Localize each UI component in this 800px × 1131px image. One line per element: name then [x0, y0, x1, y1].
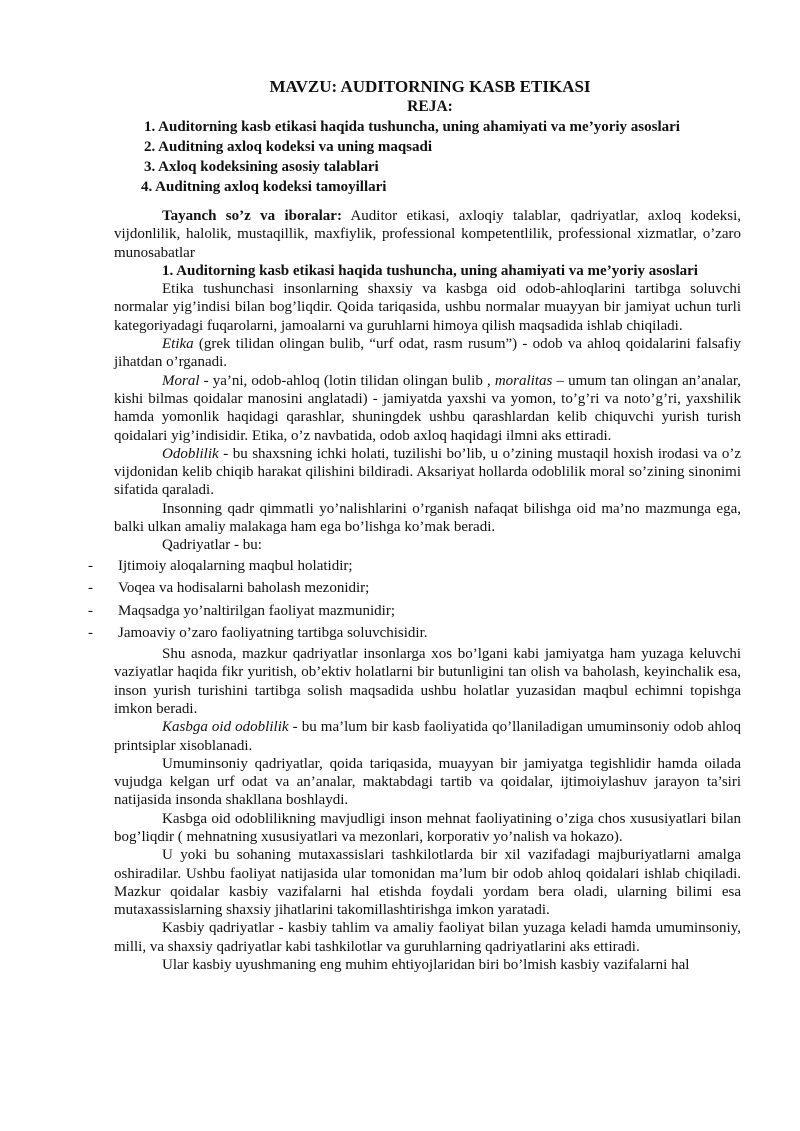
- plan-item-1: 1. Auditorning kasb etikasi haqida tushuncha, uning ahamiyati va me’yoriy asoslari: [144, 119, 680, 135]
- term-moral: Moral: [162, 372, 200, 389]
- keywords-label: Tayanch so’z va iboralar:: [162, 208, 342, 224]
- list-item: - Maqsadga yo’naltirilgan faoliyat mazmunidir;: [0, 600, 741, 623]
- term-odoblilik: Odoblilik: [162, 445, 219, 462]
- list-item: - Ijtimoiy aloqalarning maqbul holatidir;: [0, 555, 741, 578]
- paragraph-kasbga-oid: Kasbga oid odoblilikning mavjudligi inson mehnat faoliyatining o’ziga chos xususiyatlari bilan bog’liqdir ( mehnatning xususiyatlari va mezonlari, korporativ yo’nalish va hokazo).: [114, 810, 741, 845]
- paragraph-moral: Moral - ya’ni, odob-ahloq (lotin tilidan olingan bulib , moralitas – umum tan olingan an’analar, kishi bilmas qoidalar manosini anglatadi) - jamiyatda yaxshi va yomon, to’g’ri va noto’g’ri, yaxshilik hamda yomonlik haqidagi qarashlar, shuningdek ushbu qarashlardan kelib chiquvchi yurish turish qoidalari yig’indisidir. Etika, o’z navbatida, odob axloq haqidagi ilmni aks ettiradi.: [114, 372, 742, 444]
- plan-item-2: 2. Auditning axloq kodeksi va uning maqsadi: [144, 139, 433, 155]
- plan-item-3: 3. Axloq kodeksining asosiy talablari: [144, 159, 379, 175]
- paragraph-kasbiy-qadriyatlar: Kasbiy qadriyatlar - kasbiy tahlim va amaliy faoliyat bilan yuzaga keladi hamda umuminsoniy, milli, va shaxsiy qadriyatlar kabi tashkilotlar va guruhlarning qadriyatlarini aks ettiradi.: [114, 920, 741, 955]
- paragraph-qadr: Insonning qadr qimmatli yo’nalishlarini o’rganish nafaqat bilishga oid ma’no mazmunga ega, balki ulkan amaliy malakaga ham ega bo’lishga ko’mak beradi.: [114, 500, 741, 536]
- term-etika: Etika: [162, 336, 194, 353]
- document-body: [88, 207, 742, 974]
- bullet-dash: -: [88, 557, 93, 574]
- paragraph-shu-asnoda: Shu asnoda, mazkur qadriyatlar insonlarga xos bo’lgani kabi jamiyatga ham yuzaga keluvchi vaziyatlar haqida fikr yuritish, ob’ektiv holatlarni bir butunligini tan olish va baholash, keyinchalik esa, inson yurish turishini tartibga solish maqsadida ushbu holatlar yuzasidan maqbul echimni topishga imkon beradi.: [114, 646, 741, 717]
- plan-label: REJA:: [407, 98, 453, 115]
- paragraph-ular: Ular kasbiy uyushmaning eng muhim ehtiyojlaridan biri bo’lmish kasbiy vazifalarni hal: [162, 957, 690, 974]
- paragraph-kasbga-odoblilik: Kasbga oid odoblilik - bu ma’lum bir kasb faoliyatida qo’llaniladigan umuminsoniy odob ahloq printsiplar xisoblanadi.: [114, 719, 741, 754]
- bullet-dash: -: [88, 602, 93, 619]
- keywords-paragraph: [114, 207, 741, 262]
- plan-item-4: 4. Auditning axloq kodeksi tamoyillari: [141, 179, 387, 195]
- list-item: - Voqea va hodisalarni baholash mezonidir;: [0, 577, 741, 600]
- paragraph-odoblilik: Odoblilik - bu shaxsning ichki holati, tuzilishi bo’lib, u o’zining mustaqil hoxish irodasi va o’z vijdonidan kelib chiqib harakat qilishini bildiradi. Aksariyat hollarda odoblilik moral so’zining sinonimi sifatida qaraladi.: [114, 445, 741, 499]
- paragraph-umuminsoniy: Umuminsoniy qadriyatlar, qoida tariqasida, muayyan bir jamiyatga tegishlidir hamda oilada vujudga kelgan urf odat va an’analar, maktabdagi tartib va qoidalar, ijtimoiylashuv jarayon ta’siri natijasida insonda shakllana boshlaydi.: [114, 755, 741, 809]
- section-heading: 1. Auditorning kasb etikasi haqida tushuncha, uning ahamiyati va me’yoriy asoslari: [162, 262, 698, 279]
- qadriyatlar-list: [88, 555, 741, 645]
- list-item: - Jamoaviy o’zaro faoliyatning tartibga soluvchisidir.: [0, 622, 741, 645]
- paragraph-etika: Etika (grek tilidan olingan bulib, “urf odat, rasm rusum”) - odob va ahloq qoidalarini falsafiy jihatdan o’rganadi.: [114, 336, 741, 371]
- keywords-text: Auditor etikasi, axloqiy talablar, qadriyatlar, axloq kodeksi, vijdonlilik, halolik, mustaqillik, maxfiylik, professional kompetentlilik, professional xizmatlar, o’zaro munosabatlar: [114, 208, 741, 261]
- qadriyatlar-intro: Qadriyatlar - bu:: [162, 537, 262, 554]
- bullet-dash: -: [88, 625, 93, 642]
- term-kasbga-oid-odoblilik: Kasbga oid odoblilik: [162, 719, 289, 736]
- paragraph-u-yoki: U yoki bu sohaning mutaxassislari tashkilotlarda bir xil vazifadagi majburiyatlarni amalga oshiradilar. Ushbu faoliyat natijasida ular tomonidan ma’lum bir odob ahloq qoidalari ishlab chiqiladi. Mazkur qoidalar kasbiy vazifalarni hal etishda foydali yordam bera oladi, ularning bilimi esa mutaxassislarning shaxsiy jihatlarini takomillashtirishga imkon yaratadi.: [114, 847, 741, 919]
- paragraph-etika-intro: Etika tushunchasi insonlarning shaxsiy va kasbga oid odob-ahloqlarini tartibga soluvchi normalar yig’indisi bilan bog’liqdir. Qoida tariqasida, ushbu normalar muayyan bir jamiyat uchun turli kategoriyadagi fuqarolarni, jamoalarni va guruhlarni himoya qilish maqsadida ishlab chiqiladi.: [114, 281, 741, 334]
- document-title: MAVZU: AUDITORNING KASB ETIKASI: [269, 77, 591, 96]
- term-moralitas: moralitas: [494, 372, 553, 389]
- bullet-dash: -: [88, 580, 93, 597]
